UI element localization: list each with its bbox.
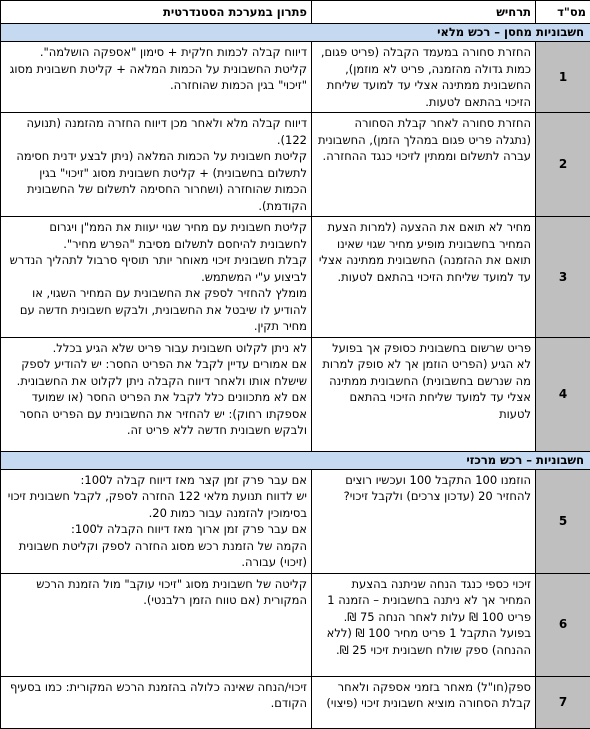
row-num: 5 xyxy=(536,469,590,573)
table-row xyxy=(1,42,590,113)
table-row xyxy=(1,676,590,728)
row-scenario: פריט שרשום בחשבונית כסופק אך בפועל לא הגיע (הפריט הוזמן אך לא סופק למרות מה שנרשם בחשבונית) החשבונית ממתינה אצלי עד למועד שליחת הזיכוי בהתאם לטעות xyxy=(312,337,536,451)
table-row xyxy=(1,113,590,217)
row-scenario: מחיר לא תואם את ההצעה (למרות הצעת המחיר בחשבונית מופיע מחיר שגוי שאינו תואם את ההזמנה) החשבונית ממתינה אצלי עד למועד שליחת הזיכוי בהתאם לטעות. xyxy=(312,217,536,338)
row-solution: קליטה של חשבונית מסוג "זיכוי עוקב" מול הזמנת הרכש המקורית (אם טווח הזמן רלבנטי). xyxy=(1,573,312,676)
row-num: 4 xyxy=(536,337,590,451)
row-num: 7 xyxy=(536,676,590,728)
row-solution: אם עבר פרק זמן קצר מאז דיווח קבלה ל100: יש לדווח תנועת מלאי 122 החזרה לספק, לקבל חשבונית זיכוי בסימוכין להזמנה עבור כמות 20. אם עבר פרק זמן ארוך מאז דיווח הקבלה ל100: הקמה של הזמנת רכש מסוג החזרה לספק וקליטת חשבונית (זיכוי) עבורה. xyxy=(1,469,312,573)
row-num: 2 xyxy=(536,113,590,217)
row-num: 6 xyxy=(536,573,590,676)
row-scenario: זיכוי כספי כנגד הנחה שניתנה בהצעת המחיר אך לא ניתנה בחשבונית – הזמנה 1 פריט 100 ₪ עלות לאחר הנחה 75 ₪. בפועל התקבל 1 פריט מחיר 100 ₪ (ללא ההנחה) ספק שולח חשבונית זיכוי 25 ₪. xyxy=(312,573,536,676)
table-row xyxy=(1,337,590,451)
row-solution: דיווח קבלה לכמות חלקית + סימון "אספקה הושלמה". קליטת החשבונית על הכמות המלאה + קליטת חשבונית מסוג "זיכוי" בגין הכמות שהוחזרה. xyxy=(1,42,312,113)
row-scenario: ספק(חו"ל) מאחר בזמני אספקה ולאחר קבלת הסחורה מוציא חשבונית זיכוי (פיצוי) xyxy=(312,676,536,728)
section-header-warehouse xyxy=(1,24,590,42)
table-row xyxy=(1,217,590,338)
header-solution: פתרון במערכת הסטנדרטית xyxy=(1,1,312,24)
row-solution: דיווח קבלה מלא ולאחר מכן דיווח החזרה מהזמנה (תנועה 122). קליטת חשבונית על הכמות המלאה (ניתן לבצע ידנית חסימה לתשלום בחשבונית) + קליטת חשבונית מסוג "זיכוי" בגין הכמות שהוחזרה (ושחרור החסימה לתשלום של החשבונית הקודמת). xyxy=(1,113,312,217)
section-header-central xyxy=(1,451,590,469)
row-num: 1 xyxy=(536,42,590,113)
row-solution: לא ניתן לקלוט חשבונית עבור פריט שלא הגיע בכלל. אם אמורים עדיין לקבל את הפריט החסר: יש להודיע לספק שישלח אותו ולאחר דיווח הקבלה ניתן לקלוט את החשבונית. אם לא מתכוונים כלל לקבל את הפריט החסר (או שמועד אספקתו רחוק): יש להחזיר את החשבונית עם הפריט החסר ולבקש חשבונית חדשה ללא פריט זה. xyxy=(1,337,312,451)
header-scenario: תרחיש xyxy=(312,1,536,24)
row-scenario: החזרת סחורה לאחר קבלת הסחורה (נתגלה פריט פגום במהלך הזמן), החשבונית עברה לתשלום וממתין לזיכוי כנגד ההחזרה. xyxy=(312,113,536,217)
section-title: חשבוניות – רכש מרכזי xyxy=(1,451,590,469)
header-row xyxy=(1,1,590,24)
table-row xyxy=(1,469,590,573)
row-scenario: הוזמנו 100 התקבל 100 ועכשיו רוצים להחזיר 20 (עדכון צרכים) ולקבל זיכוי? xyxy=(312,469,536,573)
row-num: 3 xyxy=(536,217,590,338)
section-title: חשבוניות מחסן – רכש מלאי xyxy=(1,24,590,42)
row-solution: זיכוי/הנחה שאינה כלולה בהזמנת הרכש המקורית: כמו בסעיף הקודם. xyxy=(1,676,312,728)
row-solution: קליטת חשבונית עם מחיר שגוי יעוות את הממ"ן ויגרום לחשבונית להיחסם לתשלום מסיבת "הפרש מחיר". קבלת חשבונית זיכוי מאוחר יותר תוסיף סרבול לתהליך הנדרש לביצוע ע"י המשתמש. מומלץ להחזיר לספק את החשבונית עם המחיר השגוי, או להודיע לו שיבטל את החשבונית, ולבקש חשבונית חדשה עם מחיר תקין. xyxy=(1,217,312,338)
table-row xyxy=(1,573,590,676)
header-num: מס"ד xyxy=(536,1,590,24)
row-scenario: החזרת סחורה במעמד הקבלה (פריט פגום, כמות גדולה מהזמנה, פריט לא מוזמן), החשבונית ממתינה אצלי עד למועד שליחת הזיכוי בהתאם לטעות. xyxy=(312,42,536,113)
